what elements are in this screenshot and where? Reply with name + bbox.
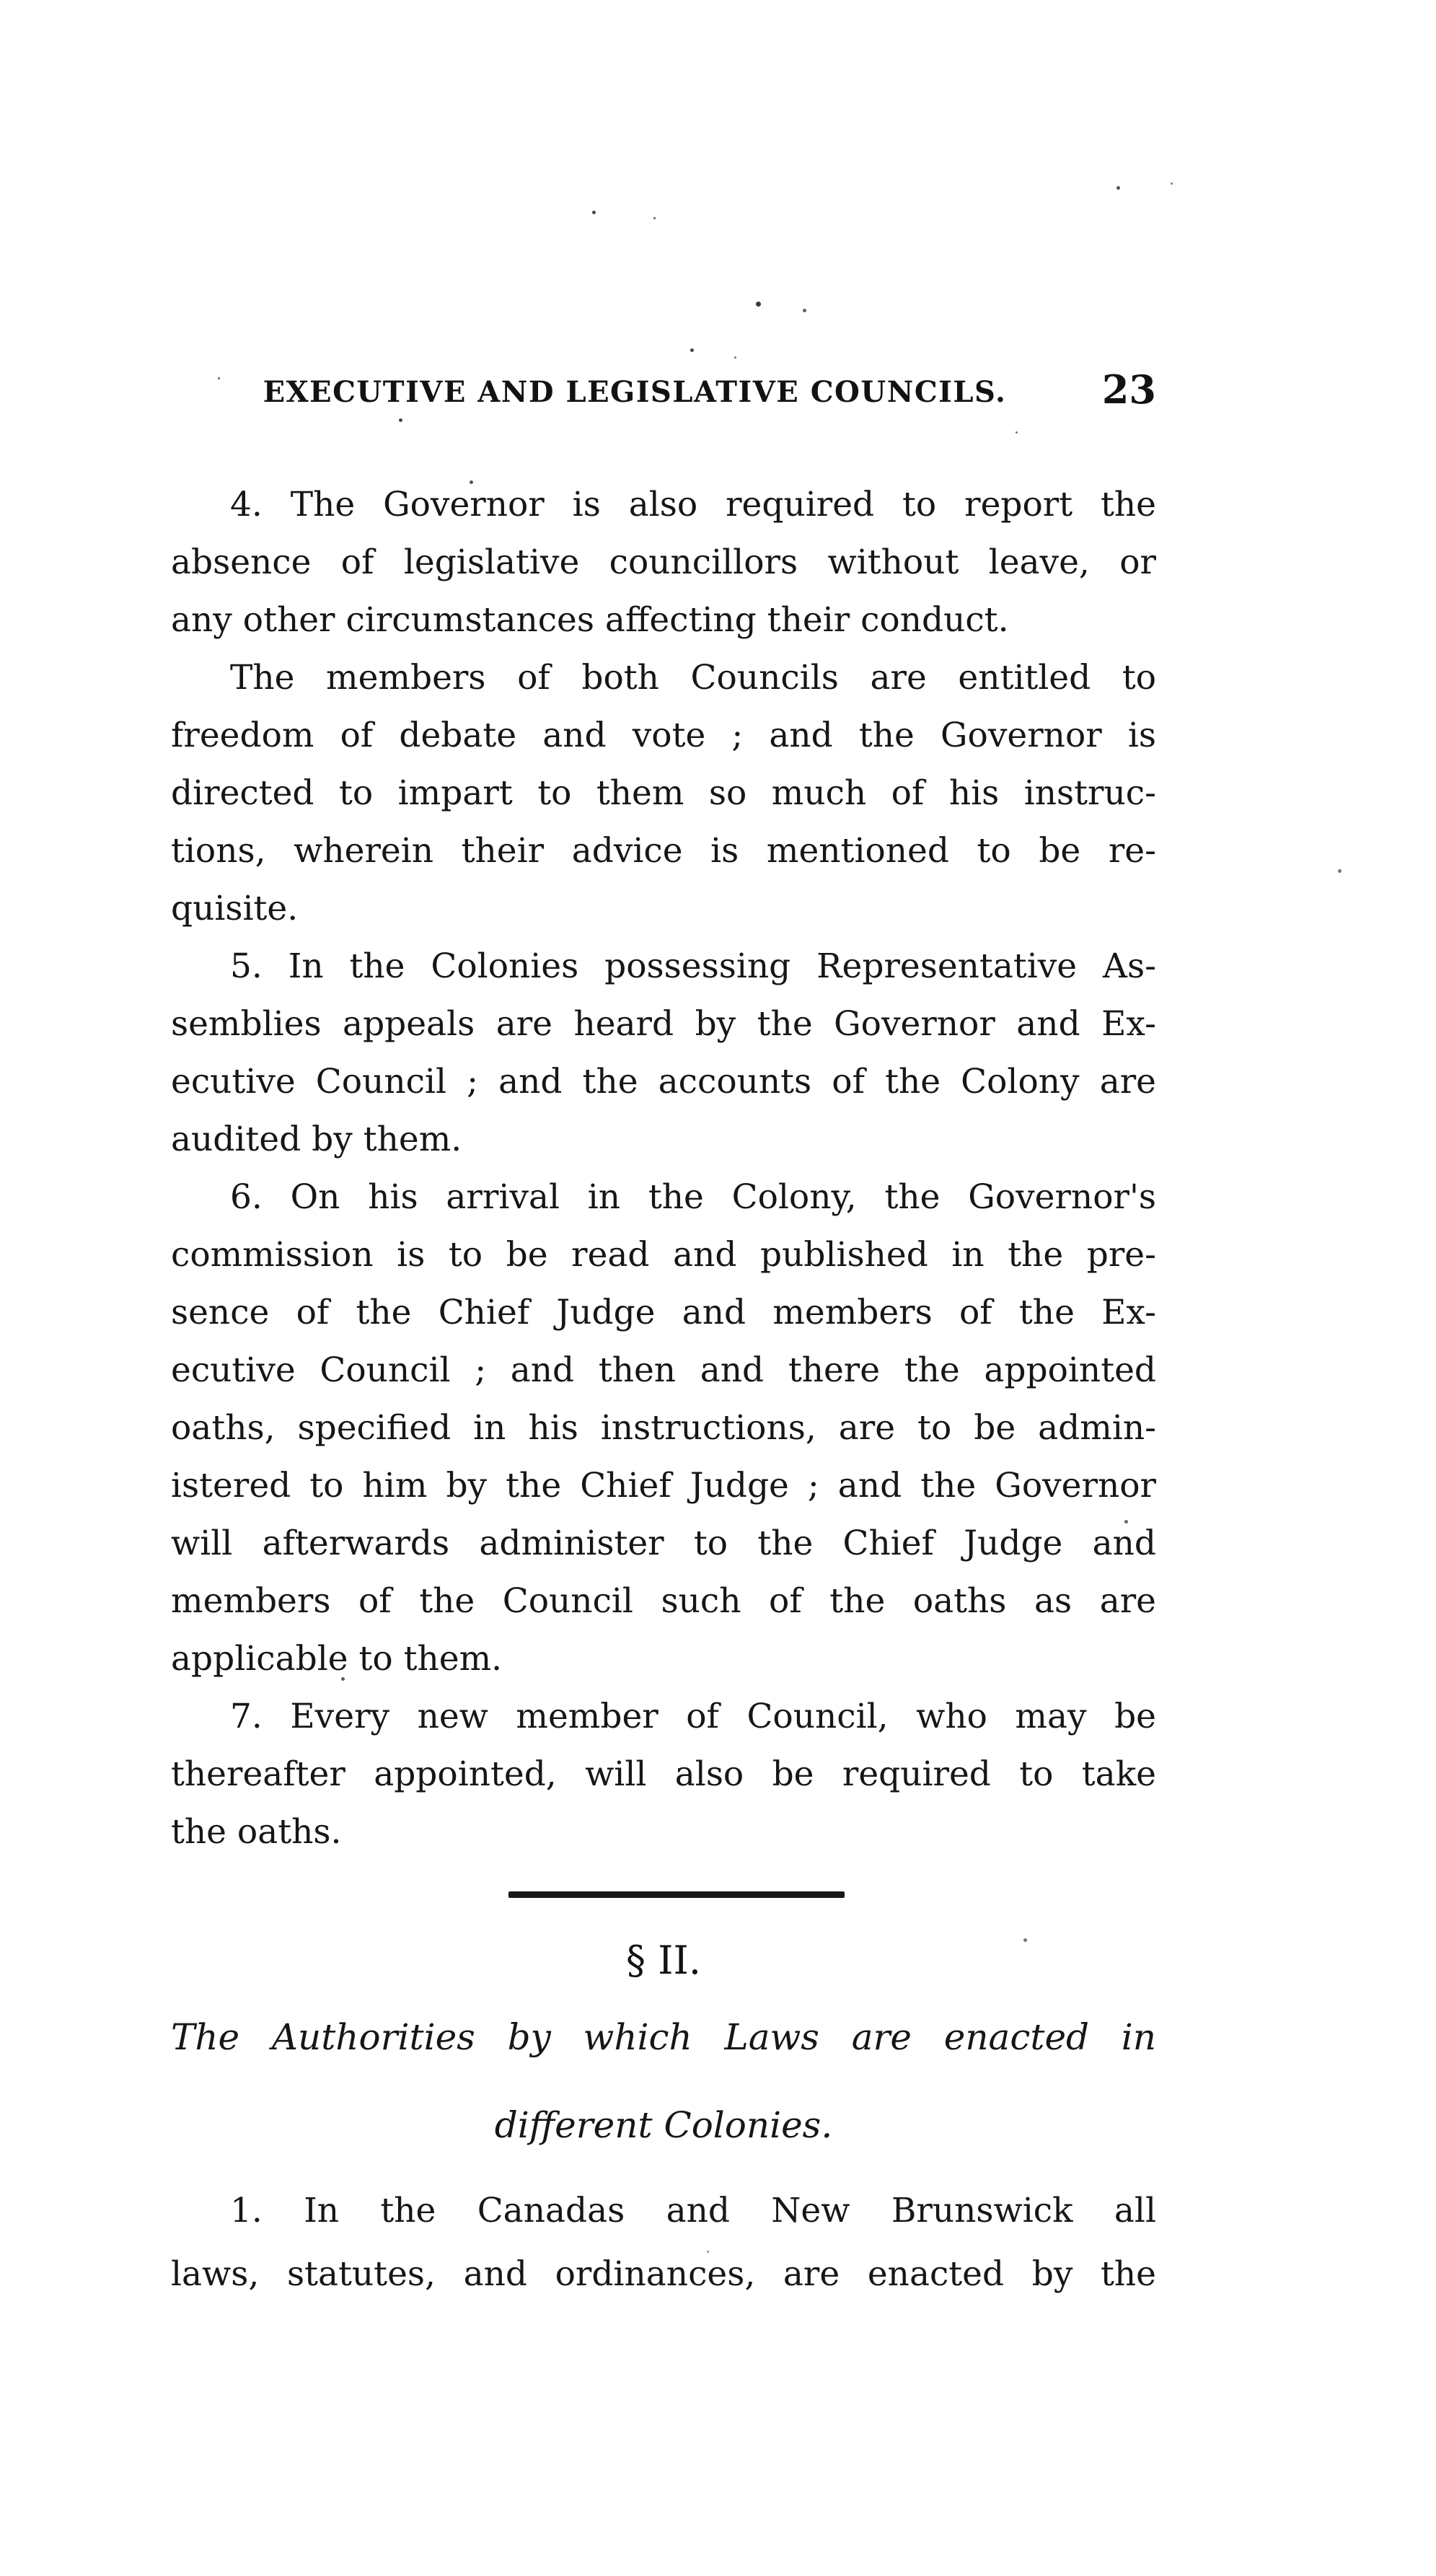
section-body-text — [171, 2179, 1156, 2306]
text-line: oaths, specified in his instructions, are to be admin- — [171, 1408, 1156, 1448]
text-line: istered to him by the Chief Judge ; and the Governor — [171, 1466, 1156, 1505]
text-line: 4. The Governor is also required to report the — [230, 485, 1156, 524]
text-line: the oaths. — [171, 1812, 342, 1852]
text-block — [171, 0, 1156, 2306]
text-line: The Authorities by which Laws are enacted in — [171, 2016, 1156, 2058]
text-line: 7. Every new member of Council, who may be — [230, 1697, 1156, 1736]
paragraph — [171, 476, 1156, 649]
section-divider — [508, 1891, 845, 1898]
running-header — [171, 366, 1156, 414]
running-header-title: EXECUTIVE AND LEGISLATIVE COUNCILS. — [263, 375, 1007, 409]
paragraph — [171, 1688, 1156, 1861]
text-line: quisite. — [171, 889, 299, 928]
text-line: ecutive Council ; and then and there the appointed — [171, 1350, 1156, 1390]
text-line: sence of the Chief Judge and members of the Ex- — [171, 1293, 1156, 1332]
text-line: ecutive Council ; and the accounts of the Colony are — [171, 1062, 1156, 1102]
text-line: thereafter appointed, will also be required to take — [171, 1754, 1156, 1794]
paragraph — [171, 649, 1156, 938]
section-heading — [171, 1993, 1156, 2169]
text-line: directed to impart to them so much of his instruc- — [171, 773, 1156, 813]
paragraph — [171, 2179, 1156, 2306]
text-line: 5. In the Colonies possessing Representative As- — [230, 946, 1156, 986]
scan-noise-specks — [0, 0, 2, 2]
text-line: absence of legislative councillors without leave, or — [171, 542, 1156, 582]
text-line: tions, wherein their advice is mentioned to be re- — [171, 831, 1156, 871]
text-line: commission is to be read and published in the pre- — [171, 1235, 1156, 1275]
text-line: 6. On his arrival in the Colony, the Governor's — [230, 1177, 1156, 1217]
text-line: laws, statutes, and ordinances, are enacted by the — [171, 2254, 1156, 2294]
paragraph — [171, 1169, 1156, 1688]
text-line: The members of both Councils are entitled to — [230, 658, 1156, 698]
text-line: semblies appeals are heard by the Governor and Ex- — [171, 1004, 1156, 1044]
text-line: applicable to them. — [171, 1639, 503, 1679]
text-line: will afterwards administer to the Chief Judge and — [171, 1524, 1156, 1563]
page-number: 23 — [1101, 366, 1156, 413]
text-line: members of the Council such of the oaths as are — [171, 1581, 1156, 1621]
body-text — [171, 476, 1156, 1861]
paragraph — [171, 938, 1156, 1169]
section-mark: § II. — [626, 1938, 701, 1983]
text-line: any other circumstances affecting their conduct. — [171, 600, 1009, 640]
text-line: audited by them. — [171, 1120, 462, 1159]
text-line: freedom of debate and vote ; and the Governor is — [171, 716, 1156, 755]
text-line: different Colonies. — [494, 2104, 833, 2146]
text-line: 1. In the Canadas and New Brunswick all — [230, 2191, 1156, 2230]
